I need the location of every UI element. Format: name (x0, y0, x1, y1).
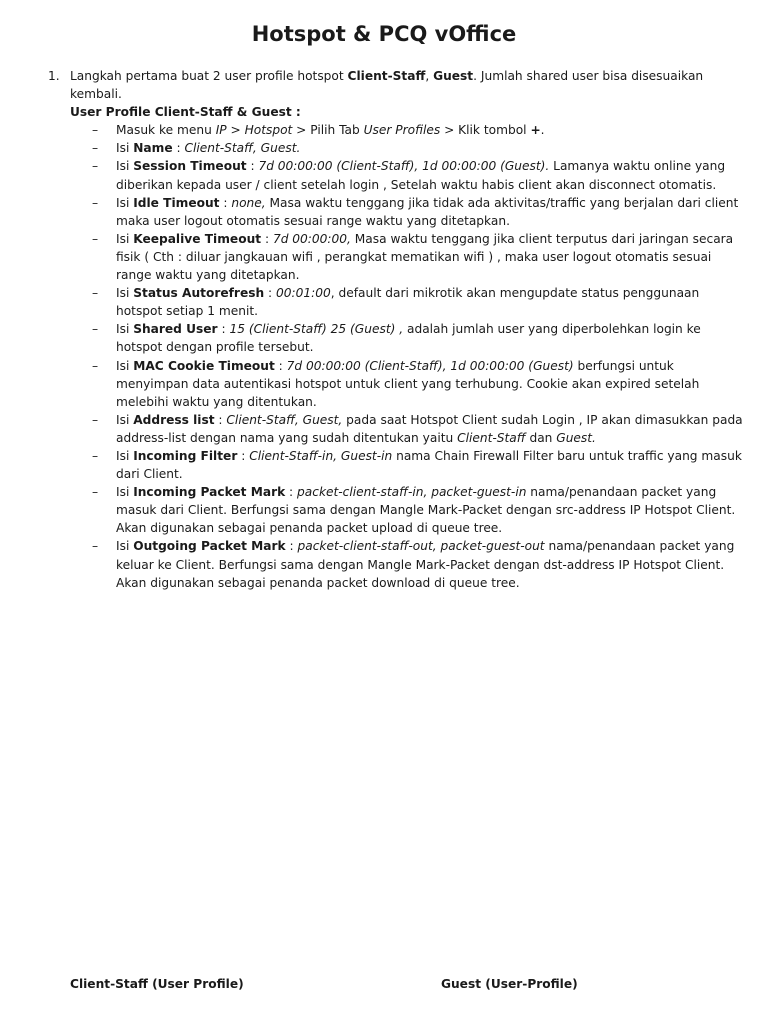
dash-bullet: – (92, 539, 99, 554)
list-item (48, 284, 748, 320)
dash-bullet: – (92, 231, 99, 246)
text-segment: berfungsi untuk menyimpan data autentikasi hotspot untuk client yang terhubung. Cookie akan expired setelah melebihi waktu yang ditentukan. (116, 358, 700, 409)
text-segment: : (274, 358, 287, 373)
settings-list (48, 121, 748, 591)
text-segment: Isi (116, 322, 134, 337)
text-segment: Name (133, 141, 173, 156)
dash-bullet: – (92, 358, 99, 373)
caption-client-staff-profile: Client-Staff (User Profile) (70, 977, 244, 991)
dash-bullet: – (92, 195, 99, 210)
text-segment: Client-Staff, Guest, (226, 412, 343, 427)
text-segment: 00:01:00 (276, 286, 331, 301)
text-segment: Address list (133, 412, 215, 427)
page-title: Hotspot & PCQ vOffice (251, 22, 517, 46)
text-segment: 15 (Client-Staff) 25 (Guest) , (229, 322, 404, 337)
text-segment: Idle Timeout (133, 195, 220, 210)
text-segment: : (246, 159, 259, 174)
dash-bullet: – (92, 448, 99, 463)
list-item (48, 230, 748, 284)
text-segment: Masuk ke menu (116, 123, 216, 138)
dash-bullet: – (92, 141, 99, 156)
text-segment: Incoming Packet Mark (133, 485, 286, 500)
text-segment: Pilih Tab (306, 123, 364, 138)
text-segment: : (285, 539, 298, 554)
subheading: User Profile Client-Staff & Guest : (70, 105, 301, 120)
text-segment: Isi (116, 159, 134, 174)
intro-bold-guest: Guest (433, 69, 474, 83)
text-segment: Masa waktu tenggang jika client terputus dari jaringan secara fisik ( Cth : diluar jangkauan wifi , perangkat mematikan wifi ) , maka user logout otomatis sesuai range waktu yang ditetapkan. (116, 231, 734, 283)
text-segment: : (261, 231, 273, 246)
text-segment: : (237, 448, 250, 463)
text-segment: Isi (116, 286, 134, 301)
text-segment: packet-client-staff-out, packet-guest-out (297, 539, 545, 554)
list-item (48, 139, 748, 157)
text-segment: 7d 00:00:00, (272, 231, 351, 246)
list-item (48, 357, 748, 411)
text-segment: pada saat Hotspot Client sudah Login , IP akan dimasukkan pada address-list dengan nama yang sudah ditentukan yaitu (116, 412, 743, 445)
text-segment: Client-Staff (457, 430, 526, 445)
list-item (48, 447, 748, 483)
list-item (48, 157, 748, 193)
text-segment: . (540, 123, 545, 138)
dash-bullet: – (92, 485, 99, 500)
caption-guest-profile: Guest (User-Profile) (441, 977, 578, 991)
text-segment: Shared User (133, 322, 218, 337)
text-segment: dan (525, 430, 557, 445)
text-segment: Outgoing Packet Mark (133, 539, 286, 554)
text-segment: : (217, 322, 230, 337)
text-segment: Masa waktu tenggang jika tidak ada aktivitas/traffic yang berjalan dari client maka user logout otomatis sesuai range waktu yang ditetapkan. (116, 195, 739, 228)
list-item (48, 411, 748, 447)
dash-bullet: – (92, 412, 99, 427)
text-segment: 7d 00:00:00 (Client-Staff), 1d 00:00:00 (Guest). (258, 159, 550, 174)
dash-bullet: – (92, 286, 99, 301)
list-item (48, 483, 748, 537)
text-segment: User Profiles > (363, 123, 455, 138)
text-segment: Incoming Filter (133, 448, 238, 463)
dash-bullet: – (92, 123, 99, 138)
text-segment: MAC Cookie Timeout (133, 358, 275, 373)
text-segment: , default dari mikrotik akan mengupdate status penggunaan hotspot setiap 1 menit. (116, 286, 700, 319)
text-segment: nama/penandaan packet yang masuk dari Client. Berfungsi sama dengan Mangle Mark-Packet dengan src-address IP Hotspot Client. Akan digunakan sebagai penanda packet upload di queue tree. (116, 485, 736, 536)
text-segment: Isi (116, 539, 134, 554)
dash-bullet: – (92, 159, 99, 174)
text-segment: Isi (116, 485, 134, 500)
text-segment: Guest. (556, 430, 596, 445)
text-segment: Klik tombol (454, 123, 531, 138)
text-segment: Isi (116, 412, 134, 427)
text-segment: : (285, 485, 298, 500)
text-segment: + (530, 123, 541, 138)
step-list (48, 67, 748, 592)
intro-bold-client-staff: Client-Staff (347, 69, 426, 83)
text-segment: Lamanya waktu online yang diberikan kepada user / client setelah login , Setelah waktu habis client akan disconnect otomatis. (116, 159, 726, 192)
text-segment: Isi (116, 231, 134, 246)
text-segment: Isi (116, 141, 134, 156)
text-segment: Status Autorefresh (133, 286, 265, 301)
text-segment: : (172, 141, 185, 156)
text-segment: Client-Staff, Guest. (184, 141, 301, 156)
dash-bullet: – (92, 322, 99, 337)
text-segment: Keepalive Timeout (133, 231, 262, 246)
text-segment: adalah jumlah user yang diperbolehkan login ke hotspot dengan profile tersebut. (116, 322, 701, 355)
text-segment: none, (231, 195, 266, 210)
text-segment: : (219, 195, 232, 210)
text-segment: Client-Staff-in, Guest-in (249, 448, 393, 463)
step-intro (70, 67, 748, 103)
intro-text: Langkah pertama buat 2 user profile hotspot (70, 69, 348, 83)
text-segment: packet-client-staff-in, packet-guest-in (297, 485, 527, 500)
text-segment: nama/penandaan packet yang keluar ke Client. Berfungsi sama dengan Mangle Mark-Packet dengan dst-address IP Hotspot Client. Akan digunakan sebagai penanda packet download di queue tree. (116, 539, 735, 590)
text-segment: nama Chain Firewall Filter baru untuk traffic yang masuk dari Client. (116, 448, 742, 482)
intro-tail: . Jumlah shared user bisa disesuaikan kembali. (70, 69, 704, 102)
step-number: 1. (48, 69, 60, 83)
text-segment: Isi (116, 358, 134, 373)
list-item (48, 537, 748, 591)
text-segment: Session Timeout (133, 159, 247, 174)
list-item (48, 194, 748, 230)
list-item (48, 121, 748, 139)
intro-comma: , (425, 69, 434, 83)
text-segment: : (264, 286, 276, 301)
text-segment: IP > Hotspot > (215, 123, 307, 138)
list-item (48, 320, 748, 356)
text-segment: Isi (116, 448, 134, 463)
text-segment: Isi (116, 195, 134, 210)
text-segment: 7d 00:00:00 (Client-Staff), 1d 00:00:00 (Guest) (286, 358, 574, 373)
text-segment: : (214, 412, 227, 427)
